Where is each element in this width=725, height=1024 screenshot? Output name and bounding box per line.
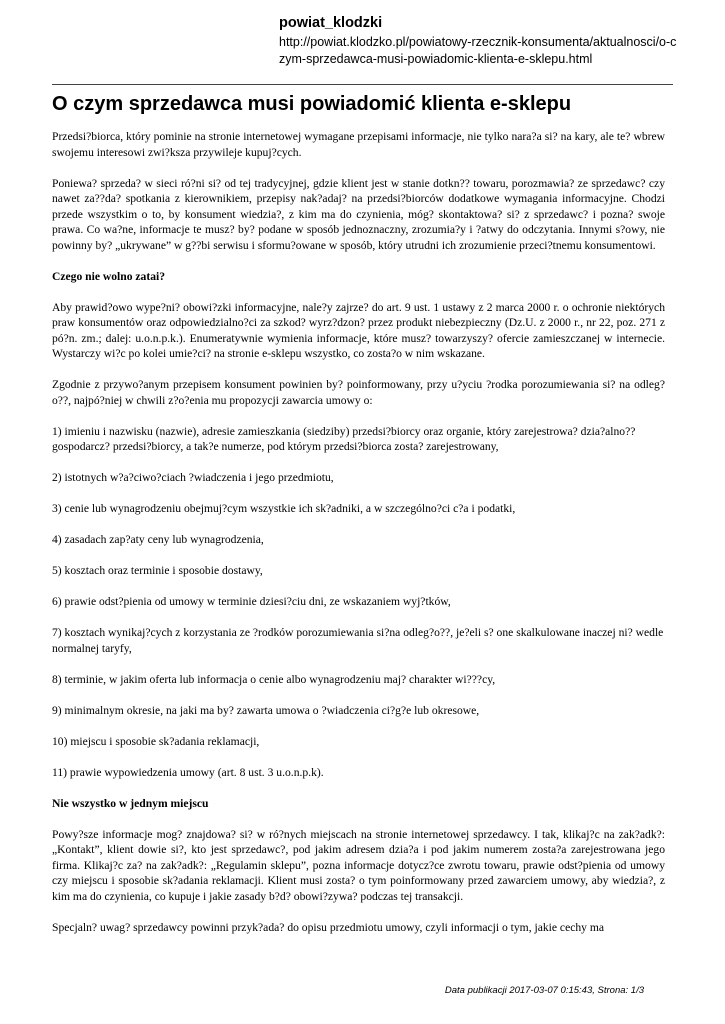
site-name: powiat_klodzki <box>279 15 383 31</box>
paragraph-placement: Powy?sze informacje mog? znajdowa? si? w ró?nych miejscach na stronie internetowej sprzedawcy. I tak, klikaj?c na zak?adk?: „Kontakt”, klient dowie si?, kto jest sprzedawc?, pod jakim adresem dzia?a i pod jakim numerem zosta?a zarejestrowana jego firma. Klikaj?c za? na zak?adk?: „Regulamin sklepu”, pozna informacje dotycz?ce zwrotu towaru, prawie odst?pienia od umowy czy miejscu i sposobie sk?adania reklamacji. Klient musi zosta? o tym poinformowany przed zawarciem umowy, aby wiedzia?, z kim ma do czynienia, co kupuje i jakie zasady b?d? obowi?zywa? podczas tej transakcji. <box>52 827 665 903</box>
list-item: 2) istotnych w?a?ciwo?ciach ?wiadczenia i jego przedmiotu, <box>52 471 334 484</box>
list-item: 3) cenie lub wynagrodzeniu obejmuj?cym wszystkie ich sk?adniki, a w szczególno?ci c?a i podatki, <box>52 502 516 515</box>
section-heading-placement: Nie wszystko w jednym miejscu <box>52 796 209 810</box>
paragraph-list-intro: Zgodnie z przywo?anym przepisem konsument powinien by? poinformowany, przy u?yciu ?rodka porozumiewania si? na odleg?o??, najpó?niej w chwili z?o?enia mu propozycji zawarcia umowy o: <box>52 378 665 407</box>
list-item: 1) imieniu i nazwisku (nazwie), adresie zamieszkania (siedziby) przedsi?biorcy oraz organie, który zarejestrowa? dzia?alno?? gospodarcz? przedsi?biorcy, a tak?e numerze, pod którym przedsi?biorca zosta? zarejestrowany, <box>52 424 636 453</box>
list-item: 8) terminie, w jakim oferta lub informacja o cenie albo wynagrodzeniu maj? charakter wi???cy, <box>52 672 496 686</box>
publication-footer: Data publikacji 2017-03-07 0:15:43, Strona: 1/3 <box>444 985 644 996</box>
paragraph-intro: Przedsi?biorca, który pominie na stronie internetowej wymagane przepisami informacje, nie tylko nara?a si? na kary, ale te? wbrew swojemu interesowi zwi?ksza przywileje kupuj?cych. <box>52 130 665 159</box>
list-item: 5) kosztach oraz terminie i sposobie dostawy, <box>52 564 263 577</box>
article-title: O czym sprzedawca musi powiadomić klienta e-sklepu <box>52 93 572 115</box>
list-item: 9) minimalnym okresie, na jaki ma by? zawarta umowa o ?wiadczenia ci?g?e lub okresowe, <box>52 703 480 717</box>
list-item: 4) zasadach zap?aty ceny lub wynagrodzenia, <box>52 533 264 546</box>
list-item: 6) prawie odst?pienia od umowy w terminie dziesi?ciu dni, ze wskazaniem wyj?tków, <box>52 595 451 608</box>
paragraph-legal-basis: Aby prawid?owo wype?ni? obowi?zki informacyjne, nale?y zajrze? do art. 9 ust. 1 ustawy z 2 marca 2000 r. o ochronie niektórych praw konsumentów oraz odpowiedzialno?ci za szkod? wyrz?dzon? przez produkt niebezpieczny (Dz.U. z 2000 r., nr 22, poz. 271 z pó?n. zm.; dalej: u.o.n.p.k.). Enumeratywnie wymienia informacje, które musz? towarzyszy? ofercie zamieszczanej w internecie. Wystarczy wi?c po kolei umie?ci? na stronie e-sklepu wszystko, co zosta?o w nim wskazane. <box>52 300 665 360</box>
section-heading-obligations: Czego nie wolno zatai? <box>52 269 166 283</box>
list-item: 7) kosztach wynikaj?cych z korzystania ze ?rodków porozumiewania si?na odleg?o??, je?eli s? one skalkulowane inaczej ni? wedle normalnej taryfy, <box>52 626 664 655</box>
site-header <box>279 14 679 67</box>
article-url[interactable]: http://powiat.klodzko.pl/powiatowy-rzecznik-konsumenta/aktualnosci/o-czym-sprzedawca-musi-powiadomic-klienta-e-sklepu.html <box>279 35 677 66</box>
paragraph-subject-description: Specjaln? uwag? sprzedawcy powinni przyk?ada? do opisu przedmiotu umowy, czyli informacji o tym, jakie cechy ma <box>52 920 605 934</box>
header-divider <box>52 84 673 85</box>
article-body <box>52 129 665 951</box>
list-item: 11) prawie wypowiedzenia umowy (art. 8 ust. 3 u.o.n.p.k). <box>52 765 324 779</box>
list-item: 10) miejscu i sposobie sk?adania reklamacji, <box>52 734 260 748</box>
paragraph-context: Poniewa? sprzeda? w sieci ró?ni si? od tej tradycyjnej, gdzie klient jest w stanie dotkn?? towaru, porozmawia? ze sprzedawc? czy nawet za??da? spotkania z kierownikiem, przepisy nak?adaj? na przedsi?biorców dodatkowe wymagania informacyjne. Chodzi przede wszystkim o to, by konsument wiedzia?, z kim ma do czynienia, móg? skontaktowa? si? z sprzedawc? i pozna? swoje prawa. Co wa?ne, informacje te musz? by? podane w sposób jednoznaczny, zrozumia?y i ?atwy do odczytania. Innymi s?owy, nie powinny by? „ukrywane” w g??bi serwisu i sformu?owane w sposób, który utrudni ich zrozumienie przeci?tnemu konsumentowi. <box>52 176 665 252</box>
